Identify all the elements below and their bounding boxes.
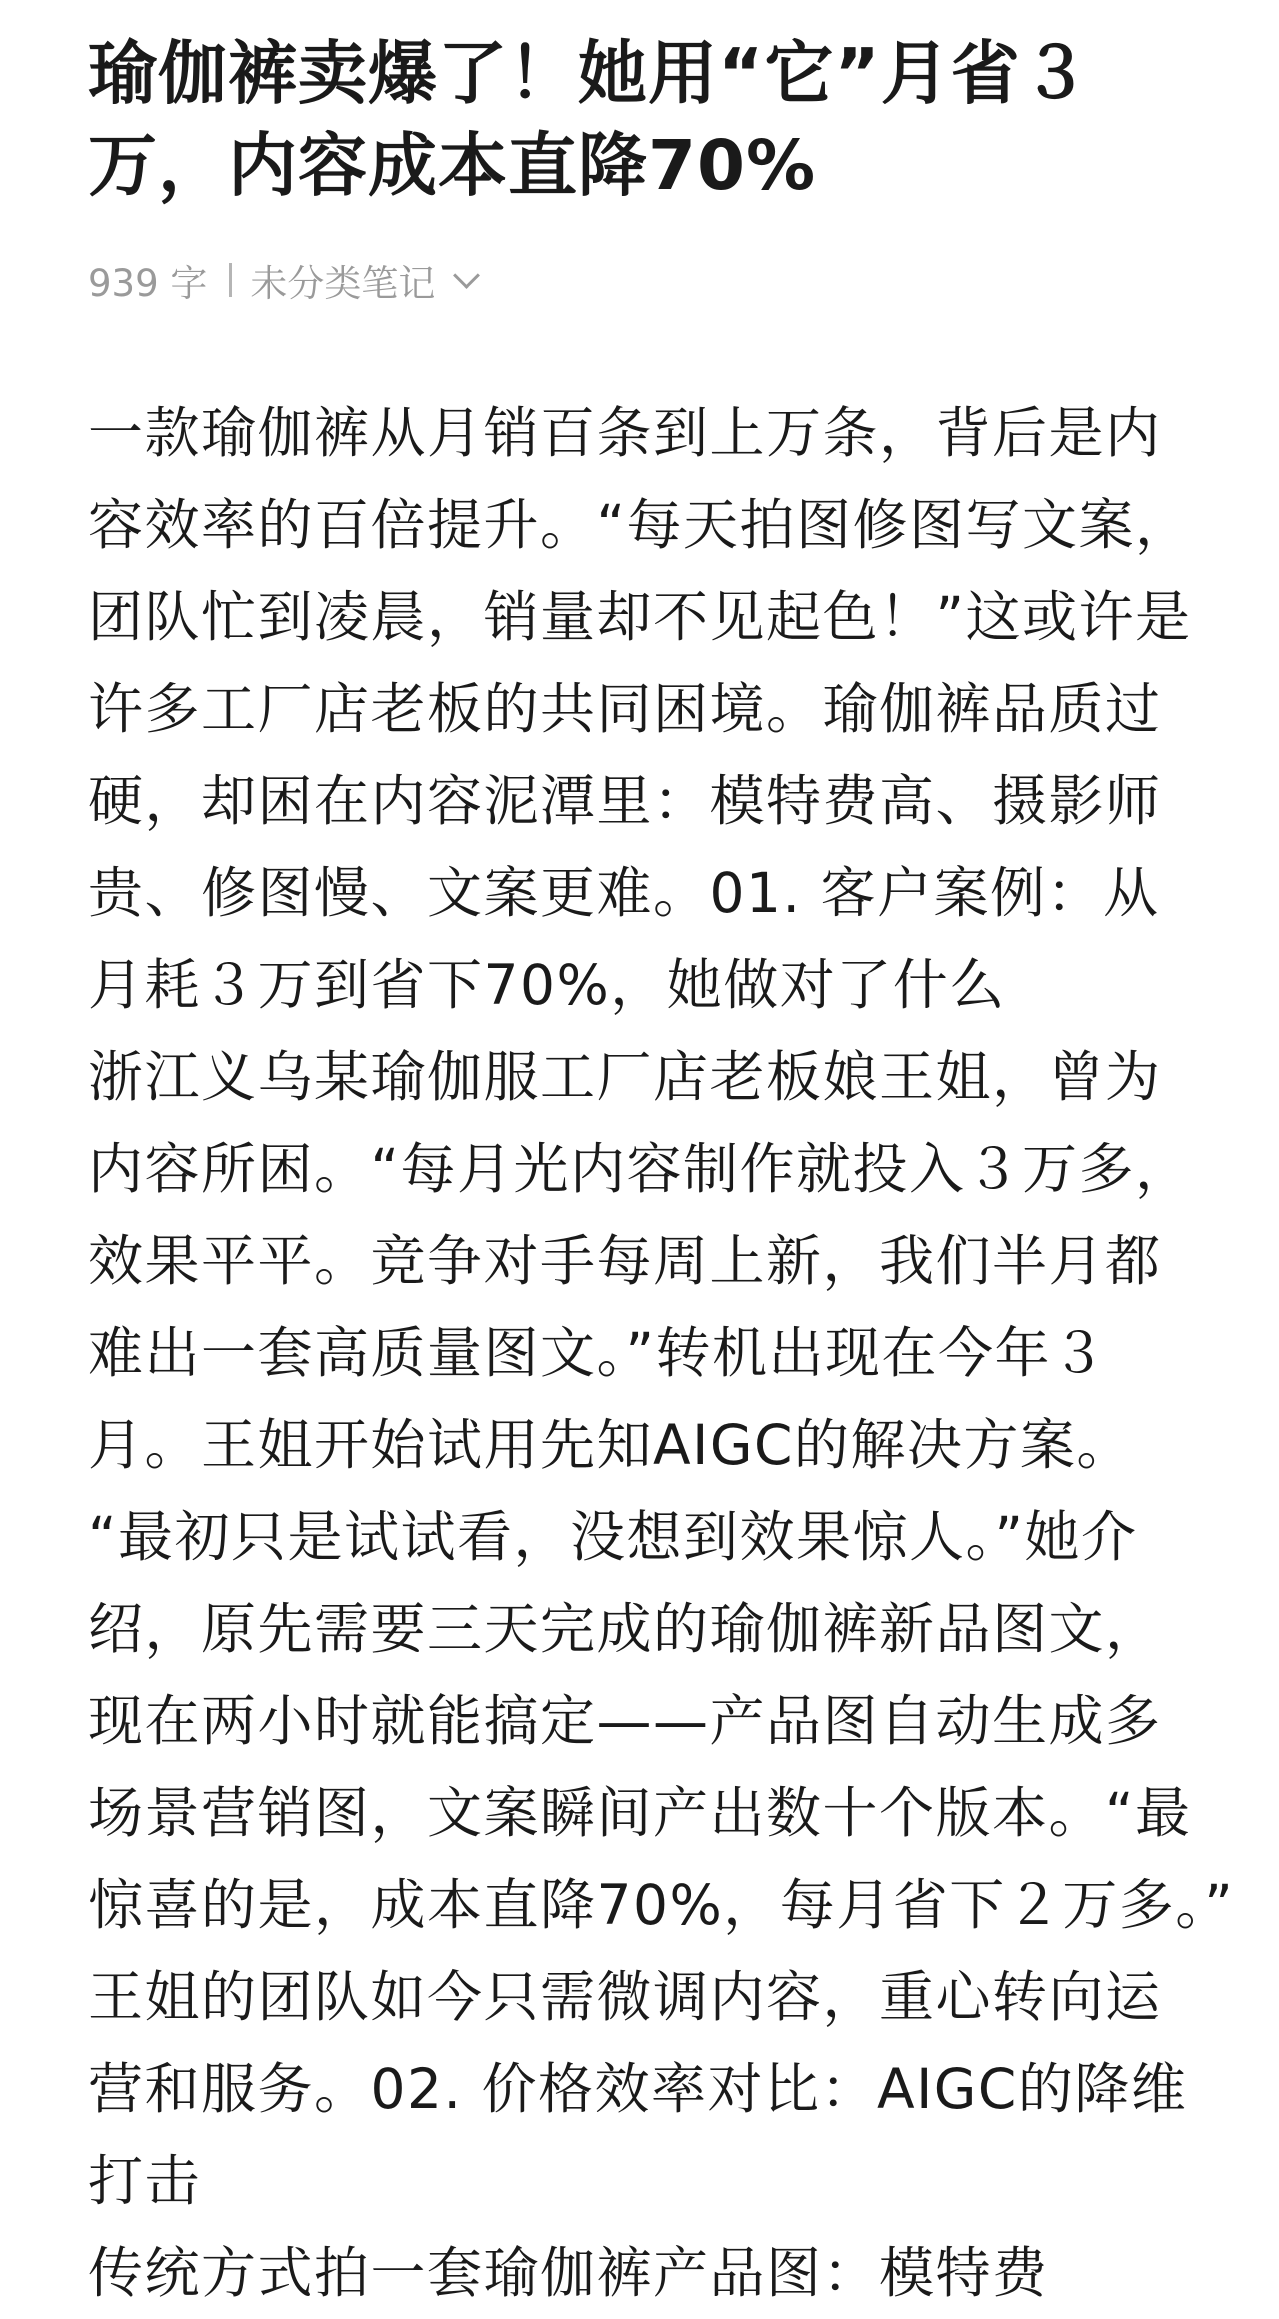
body-line: 内容所困。“每月光内容制作就投入３万多， (88, 1137, 1192, 1201)
body-line: 硬，却困在内容泥潭里：模特费高、摄影师 (88, 769, 1162, 833)
body-line: 许多工厂店老板的共同困境。瑜伽裤品质过 (88, 677, 1162, 741)
body-line: 场景营销图，文案瞬间产出数十个版本。“最 (88, 1781, 1192, 1845)
category-label: 未分类笔记 (250, 262, 436, 305)
note-title-line: 瑜伽裤卖爆了！她用“它”月省３ (88, 34, 1091, 114)
body-line: 月。王姐开始试用先知AIGC的解决方案。 (88, 1413, 1133, 1477)
note-body[interactable] (88, 387, 1235, 2319)
body-line: 打击 (88, 2149, 202, 2213)
body-line: 一款瑜伽裤从月销百条到上万条，背后是内 (88, 401, 1162, 465)
body-line: 现在两小时就能搞定——产品图自动生成多 (88, 1689, 1162, 1753)
body-line: 惊喜的是，成本直降70%，每月省下２万多。” (88, 1873, 1235, 1937)
body-line: 效果平平。竞争对手每周上新，我们半月都 (88, 1229, 1162, 1293)
note-meta-row (88, 250, 476, 310)
body-line: 绍，原先需要三天完成的瑜伽裤新品图文， (88, 1597, 1162, 1661)
note-title[interactable] (88, 28, 1198, 212)
meta-divider (229, 263, 232, 297)
body-line: “最初只是试试看，没想到效果惊人。”她介 (88, 1505, 1138, 1569)
category-selector[interactable] (250, 253, 476, 307)
body-line: 王姐的团队如今只需微调内容，重心转向运 (88, 1965, 1162, 2029)
word-count: 939 字 (88, 262, 208, 305)
body-line: 容效率的百倍提升。“每天拍图修图写文案， (88, 493, 1192, 557)
note-title-line: 万，内容成本直降70% (88, 126, 817, 206)
body-line: 月耗３万到省下70%，她做对了什么 (88, 953, 1006, 1017)
body-line: 贵、修图慢、文案更难。01. 客户案例：从 (88, 861, 1160, 925)
chevron-down-icon (453, 262, 480, 289)
body-line: 传统方式拍一套瑜伽裤产品图：模特费 (88, 2241, 1049, 2305)
body-line: 难出一套高质量图文。”转机出现在今年３ (88, 1321, 1108, 1385)
body-line: 浙江义乌某瑜伽服工厂店老板娘王姐，曾为 (88, 1045, 1162, 1109)
body-line: 营和服务。02. 价格效率对比：AIGC的降维 (88, 2057, 1188, 2121)
body-line: 团队忙到凌晨，销量却不见起色！”这或许是 (88, 585, 1192, 649)
